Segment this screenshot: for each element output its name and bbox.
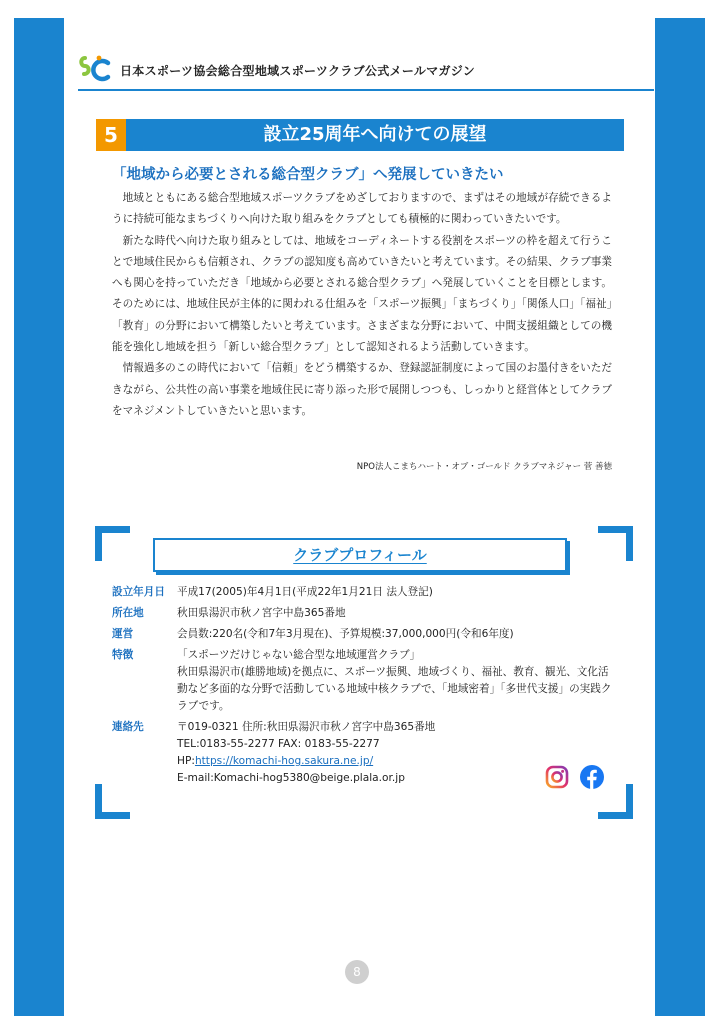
operation-value: 会員数:220名(令和7年3月現在)、予算規模:37,000,000円(令和6年度) [177,628,514,640]
right-decorative-bar [655,18,705,1016]
features-tagline: 「スポーツだけじゃない総合型な地域運営クラブ」 [177,649,421,661]
jsc-logo-icon [78,54,112,84]
magazine-title: 日本スポーツ協会総合型地域スポーツクラブ公式メールマガジン [120,64,476,78]
club-profile [112,584,612,791]
header [78,54,638,86]
profile-title: クラブプロフィール [293,546,427,564]
location-label: 所在地 [112,607,144,619]
features-label: 特徴 [112,649,134,661]
location-value: 秋田県湯沢市秋ノ宮字中島365番地 [177,607,346,619]
section-number: 5 [96,119,126,151]
contact-address: 〒019-0321 住所:秋田県湯沢市秋ノ宮字中島365番地 [177,721,436,733]
instagram-icon[interactable] [545,765,569,789]
paragraph: 新たな時代へ向けた取り組みとしては、地域をコーディネートする役割をスポーツの枠を超えて行うことで地域住民からも信頼され、クラブの認知度も高めていきたいと考えています。その結果、クラブ事業へも関心を持っていただき「地域から必要とされる総合型クラブ」へ発展していくことを目標とします。そのためには、地域住民が主体的に関われる仕組みを「スポーツ振興」「まちづくり」「関係人口」「福祉」「教育」の分野において構築したいと考えています。さまざまな分野において、中間支援組織としての機能を強化し地域を担う「新しい総合型クラブ」として認知されるよう活動していきます。 [112,234,612,354]
founded-label: 設立年月日 [112,586,165,598]
left-decorative-bar [14,18,64,1016]
paragraph: 情報過多のこの時代において「信頼」をどう構築するか、登録認証制度によって国のお墨付きをいただきながら、公共性の高い事業を地域住民に寄り添った形で展開しつつも、しっかりと経営体としてクラブをマネジメントしていきたいと思います。 [112,362,612,417]
profile-row-contact [112,719,612,787]
facebook-icon[interactable] [580,765,604,789]
profile-row-location [112,605,612,622]
frame-corner-top-left [95,526,130,561]
homepage-link[interactable]: https://komachi-hog.sakura.ne.jp/ [194,755,374,767]
operation-label: 運営 [112,628,134,640]
section-heading-bar [96,119,624,151]
paragraph: 地域とともにある総合型地域スポーツクラブをめざしておりますので、まずはその地域が存続できるように持続可能なまちづくりへ向けた取り組みをクラブとしても積極的に関わっていきたいです。 [112,192,612,226]
subheading: 「地域から必要とされる総合型クラブ」へ発展していきたい [112,167,504,183]
author-signature: NPO法人こまちハート・オブ・ゴールド クラブマネジャー 菅 善徳 [356,462,612,472]
founded-value: 平成17(2005)年4月1日(平成22年1月21日 法人登記) [177,586,433,598]
page-number: 8 [345,960,369,984]
contact-label: 連絡先 [112,721,144,733]
article-body [112,188,612,422]
profile-row-founded [112,584,612,601]
profile-row-features [112,647,612,715]
header-divider [78,89,654,91]
contact-phone: TEL:0183-55-2277 FAX: 0183-55-2277 [177,738,380,750]
profile-title-box [153,538,567,572]
section-title: 設立25周年へ向けての展望 [263,124,487,145]
contact-email: E-mail:Komachi-hog5380@beige.plala.or.jp [177,772,405,784]
profile-row-operation [112,626,612,643]
frame-corner-top-right [598,526,633,561]
features-description: 秋田県湯沢市(雄勝地域)を拠点に、スポーツ振興、地域づくり、福祉、教育、観光、文化活動など多面的な分野で活動している地域中核クラブで、「地域密着」「多世代支援」の実践クラブです。 [177,666,612,712]
homepage-label: HP: [177,755,195,767]
